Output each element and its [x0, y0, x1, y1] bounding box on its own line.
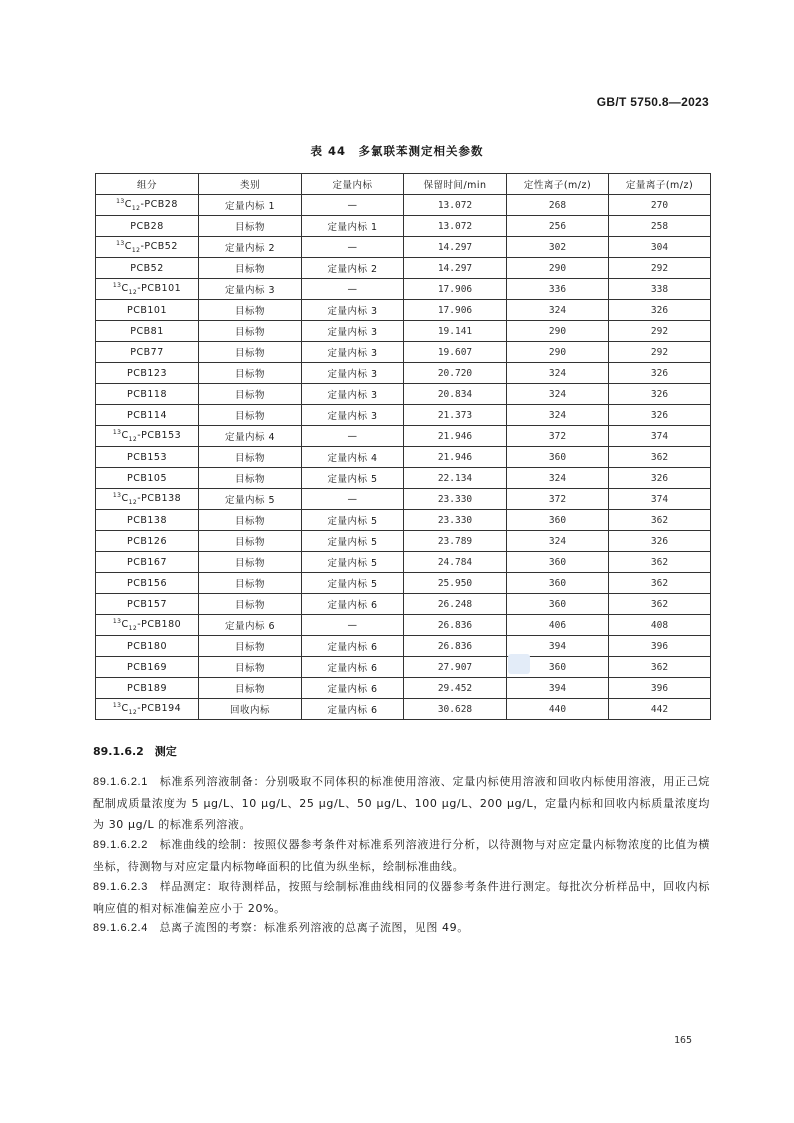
component-cell: PCB169	[96, 657, 199, 678]
category-cell: 定量内标 1	[199, 195, 302, 216]
component-cell: PCB167	[96, 552, 199, 573]
qualitative-ion-cell: 324	[507, 300, 609, 321]
component-cell: PCB138	[96, 510, 199, 531]
retention-time-cell: 17.906	[404, 279, 507, 300]
column-header: 保留时间/min	[404, 174, 507, 195]
retention-time-cell: 21.373	[404, 405, 507, 426]
quantitative-ion-cell: 396	[609, 636, 711, 657]
internal-standard-cell: —	[302, 237, 404, 258]
category-cell: 目标物	[199, 405, 302, 426]
quantitative-ion-cell: 292	[609, 258, 711, 279]
quantitative-ion-cell: 362	[609, 552, 711, 573]
retention-time-cell: 25.950	[404, 573, 507, 594]
quantitative-ion-cell: 326	[609, 405, 711, 426]
retention-time-cell: 29.452	[404, 678, 507, 699]
clause-number: 89.1.6.2.4	[93, 922, 148, 934]
qualitative-ion-cell: 360	[507, 594, 609, 615]
component-cell: PCB52	[96, 258, 199, 279]
retention-time-cell: 24.784	[404, 552, 507, 573]
component-cell	[96, 426, 199, 447]
component-cell	[96, 237, 199, 258]
internal-standard-cell: 定量内标 3	[302, 363, 404, 384]
quantitative-ion-cell: 362	[609, 573, 711, 594]
table-row	[96, 615, 711, 636]
internal-standard-cell: 定量内标 6	[302, 699, 404, 720]
internal-standard-cell: 定量内标 6	[302, 678, 404, 699]
quantitative-ion-cell: 326	[609, 363, 711, 384]
table-row	[96, 195, 711, 216]
element-symbol: C	[121, 283, 129, 295]
table-row	[96, 300, 711, 321]
element-symbol: C	[121, 619, 129, 631]
internal-standard-cell: —	[302, 489, 404, 510]
element-symbol: C	[121, 703, 129, 715]
qualitative-ion-cell: 256	[507, 216, 609, 237]
table-row	[96, 363, 711, 384]
qualitative-ion-cell: 324	[507, 531, 609, 552]
component-name: -PCB153	[137, 430, 182, 442]
internal-standard-cell: 定量内标 6	[302, 657, 404, 678]
internal-standard-cell: 定量内标 6	[302, 636, 404, 657]
internal-standard-cell: 定量内标 5	[302, 531, 404, 552]
isotope-mass: 13	[112, 617, 122, 625]
isotope-mass: 13	[112, 491, 122, 499]
retention-time-cell: 14.297	[404, 258, 507, 279]
category-cell: 目标物	[199, 216, 302, 237]
qualitative-ion-cell: 290	[507, 321, 609, 342]
element-symbol: C	[121, 430, 129, 442]
internal-standard-cell: 定量内标 1	[302, 216, 404, 237]
qualitative-ion-cell: 394	[507, 636, 609, 657]
paragraph	[93, 834, 710, 877]
section-heading: 89.1.6.2 测定	[93, 745, 177, 758]
component-cell: PCB153	[96, 447, 199, 468]
component-cell	[96, 699, 199, 720]
component-cell: PCB180	[96, 636, 199, 657]
component-cell: PCB81	[96, 321, 199, 342]
internal-standard-cell: 定量内标 3	[302, 300, 404, 321]
qualitative-ion-cell: 290	[507, 342, 609, 363]
isotope-mass: 13	[112, 281, 122, 289]
table-row	[96, 216, 711, 237]
element-symbol: C	[124, 241, 132, 253]
quantitative-ion-cell: 408	[609, 615, 711, 636]
component-cell	[96, 615, 199, 636]
quantitative-ion-cell: 362	[609, 447, 711, 468]
table-row	[96, 594, 711, 615]
atom-count: 12	[128, 709, 138, 717]
clause-number: 89.1.6.2.2	[93, 839, 148, 851]
category-cell: 目标物	[199, 384, 302, 405]
category-cell: 定量内标 6	[199, 615, 302, 636]
paragraph-text: 总离子流图的考察：标准系列溶液的总离子流图，见图 49。	[159, 921, 469, 934]
component-name: -PCB194	[137, 703, 182, 715]
atom-count: 12	[128, 499, 138, 507]
paragraph-text: 标准系列溶液制备：分别吸取不同体积的标准使用溶液、定量内标使用溶液和回收内标使用溶液，用正己烷配制成质量浓度为 5 μg/L、10 μg/L、25 μg/L、50 μg/L、100 μg/L、200 μg/L，定量内标和回收内标质量浓度均为 30 μg/L 的标准系列溶液。	[93, 775, 710, 831]
table-row	[96, 405, 711, 426]
table-row	[96, 552, 711, 573]
component-name: -PCB52	[140, 241, 178, 253]
component-cell: PCB126	[96, 531, 199, 552]
component-cell	[96, 195, 199, 216]
category-cell: 目标物	[199, 531, 302, 552]
retention-time-cell: 19.607	[404, 342, 507, 363]
component-cell: PCB77	[96, 342, 199, 363]
internal-standard-cell: 定量内标 5	[302, 552, 404, 573]
qualitative-ion-cell: 372	[507, 426, 609, 447]
component-cell: PCB28	[96, 216, 199, 237]
quantitative-ion-cell: 326	[609, 531, 711, 552]
internal-standard-cell: 定量内标 5	[302, 510, 404, 531]
component-cell: PCB189	[96, 678, 199, 699]
category-cell: 目标物	[199, 657, 302, 678]
retention-time-cell: 13.072	[404, 195, 507, 216]
quantitative-ion-cell: 396	[609, 678, 711, 699]
parameters-table	[95, 173, 711, 720]
category-cell: 目标物	[199, 447, 302, 468]
retention-time-cell: 26.836	[404, 636, 507, 657]
watermark	[508, 654, 530, 674]
qualitative-ion-cell: 360	[507, 510, 609, 531]
retention-time-cell: 27.907	[404, 657, 507, 678]
internal-standard-cell: 定量内标 5	[302, 468, 404, 489]
component-name: -PCB180	[137, 619, 182, 631]
quantitative-ion-cell: 326	[609, 300, 711, 321]
component-cell: PCB157	[96, 594, 199, 615]
qualitative-ion-cell: 324	[507, 363, 609, 384]
table-row	[96, 426, 711, 447]
category-cell: 目标物	[199, 468, 302, 489]
table-row	[96, 510, 711, 531]
category-cell: 目标物	[199, 342, 302, 363]
category-cell: 目标物	[199, 678, 302, 699]
element-symbol: C	[121, 493, 129, 505]
column-header: 定量内标	[302, 174, 404, 195]
isotope-mass: 13	[116, 197, 125, 205]
quantitative-ion-cell: 292	[609, 321, 711, 342]
standard-code: GB/T 5750.8—2023	[596, 95, 709, 109]
atom-count: 12	[128, 289, 138, 297]
category-cell: 定量内标 4	[199, 426, 302, 447]
column-header: 类别	[199, 174, 302, 195]
category-cell: 定量内标 2	[199, 237, 302, 258]
atom-count: 12	[131, 205, 141, 213]
paragraph	[93, 917, 710, 939]
table-row	[96, 258, 711, 279]
qualitative-ion-cell: 440	[507, 699, 609, 720]
category-cell: 目标物	[199, 636, 302, 657]
retention-time-cell: 23.789	[404, 531, 507, 552]
qualitative-ion-cell: 290	[507, 258, 609, 279]
internal-standard-cell: 定量内标 6	[302, 594, 404, 615]
quantitative-ion-cell: 270	[609, 195, 711, 216]
qualitative-ion-cell: 372	[507, 489, 609, 510]
retention-time-cell: 26.836	[404, 615, 507, 636]
category-cell: 目标物	[199, 594, 302, 615]
table-row	[96, 447, 711, 468]
component-name: -PCB101	[137, 283, 182, 295]
table-row	[96, 699, 711, 720]
quantitative-ion-cell: 362	[609, 510, 711, 531]
retention-time-cell: 30.628	[404, 699, 507, 720]
quantitative-ion-cell: 338	[609, 279, 711, 300]
table-title: 表 44 多氯联苯测定相关参数	[310, 144, 484, 158]
category-cell: 目标物	[199, 300, 302, 321]
page-number: 165	[674, 1035, 693, 1046]
retention-time-cell: 23.330	[404, 510, 507, 531]
component-cell: PCB118	[96, 384, 199, 405]
table-row	[96, 636, 711, 657]
category-cell: 目标物	[199, 258, 302, 279]
qualitative-ion-cell: 360	[507, 552, 609, 573]
category-cell: 目标物	[199, 552, 302, 573]
component-cell	[96, 489, 199, 510]
component-cell: PCB114	[96, 405, 199, 426]
quantitative-ion-cell: 304	[609, 237, 711, 258]
table-row	[96, 489, 711, 510]
atom-count: 12	[131, 247, 141, 255]
component-name: -PCB28	[140, 199, 178, 211]
retention-time-cell: 22.134	[404, 468, 507, 489]
component-cell: PCB156	[96, 573, 199, 594]
atom-count: 12	[128, 625, 138, 633]
table-row	[96, 237, 711, 258]
isotope-mass: 13	[116, 239, 125, 247]
retention-time-cell: 23.330	[404, 489, 507, 510]
isotope-mass: 13	[112, 428, 122, 436]
quantitative-ion-cell: 374	[609, 489, 711, 510]
retention-time-cell: 19.141	[404, 321, 507, 342]
table-row	[96, 468, 711, 489]
category-cell: 目标物	[199, 510, 302, 531]
retention-time-cell: 20.720	[404, 363, 507, 384]
paragraph	[93, 876, 710, 919]
qualitative-ion-cell: 360	[507, 657, 609, 678]
retention-time-cell: 14.297	[404, 237, 507, 258]
quantitative-ion-cell: 362	[609, 657, 711, 678]
quantitative-ion-cell: 442	[609, 699, 711, 720]
qualitative-ion-cell: 394	[507, 678, 609, 699]
retention-time-cell: 21.946	[404, 447, 507, 468]
component-name: -PCB138	[137, 493, 182, 505]
internal-standard-cell: —	[302, 195, 404, 216]
atom-count: 12	[128, 436, 138, 444]
internal-standard-cell: 定量内标 3	[302, 384, 404, 405]
quantitative-ion-cell: 374	[609, 426, 711, 447]
table-row	[96, 531, 711, 552]
paragraph-text: 样品测定：取待测样品，按照与绘制标准曲线相同的仪器参考条件进行测定。每批次分析样品中，回收内标响应值的相对标准偏差应小于 20%。	[93, 880, 710, 915]
category-cell: 定量内标 3	[199, 279, 302, 300]
qualitative-ion-cell: 360	[507, 573, 609, 594]
table-row	[96, 279, 711, 300]
component-cell: PCB105	[96, 468, 199, 489]
column-header: 定量离子(m/z)	[609, 174, 711, 195]
table-row	[96, 342, 711, 363]
qualitative-ion-cell: 268	[507, 195, 609, 216]
clause-number: 89.1.6.2.3	[93, 881, 148, 893]
table-row	[96, 657, 711, 678]
internal-standard-cell: 定量内标 4	[302, 447, 404, 468]
retention-time-cell: 13.072	[404, 216, 507, 237]
category-cell: 回收内标	[199, 699, 302, 720]
retention-time-cell: 26.248	[404, 594, 507, 615]
quantitative-ion-cell: 258	[609, 216, 711, 237]
qualitative-ion-cell: 324	[507, 384, 609, 405]
column-header: 定性离子(m/z)	[507, 174, 609, 195]
column-header: 组分	[96, 174, 199, 195]
quantitative-ion-cell: 326	[609, 384, 711, 405]
category-cell: 定量内标 5	[199, 489, 302, 510]
quantitative-ion-cell: 292	[609, 342, 711, 363]
category-cell: 目标物	[199, 321, 302, 342]
component-cell: PCB123	[96, 363, 199, 384]
table-row	[96, 384, 711, 405]
retention-time-cell: 17.906	[404, 300, 507, 321]
qualitative-ion-cell: 324	[507, 405, 609, 426]
internal-standard-cell: —	[302, 279, 404, 300]
internal-standard-cell: 定量内标 5	[302, 573, 404, 594]
internal-standard-cell: —	[302, 426, 404, 447]
component-cell: PCB101	[96, 300, 199, 321]
qualitative-ion-cell: 302	[507, 237, 609, 258]
element-symbol: C	[124, 199, 132, 211]
table-header-row	[96, 174, 711, 195]
table-row	[96, 573, 711, 594]
table-body	[96, 195, 711, 720]
retention-time-cell: 20.834	[404, 384, 507, 405]
internal-standard-cell: —	[302, 615, 404, 636]
internal-standard-cell: 定量内标 2	[302, 258, 404, 279]
quantitative-ion-cell: 326	[609, 468, 711, 489]
qualitative-ion-cell: 324	[507, 468, 609, 489]
category-cell: 目标物	[199, 573, 302, 594]
internal-standard-cell: 定量内标 3	[302, 321, 404, 342]
internal-standard-cell: 定量内标 3	[302, 342, 404, 363]
isotope-mass: 13	[112, 701, 122, 709]
table-row	[96, 678, 711, 699]
qualitative-ion-cell: 360	[507, 447, 609, 468]
retention-time-cell: 21.946	[404, 426, 507, 447]
clause-number: 89.1.6.2.1	[93, 776, 148, 788]
internal-standard-cell: 定量内标 3	[302, 405, 404, 426]
qualitative-ion-cell: 406	[507, 615, 609, 636]
qualitative-ion-cell: 336	[507, 279, 609, 300]
paragraph-text: 标准曲线的绘制：按照仪器参考条件对标准系列溶液进行分析，以待测物与对应定量内标物浓度的比值为横坐标，待测物与对应定量内标物峰面积的比值为纵坐标，绘制标准曲线。	[93, 838, 710, 873]
component-cell	[96, 279, 199, 300]
table-row	[96, 321, 711, 342]
paragraph	[93, 771, 710, 835]
quantitative-ion-cell: 362	[609, 594, 711, 615]
category-cell: 目标物	[199, 363, 302, 384]
